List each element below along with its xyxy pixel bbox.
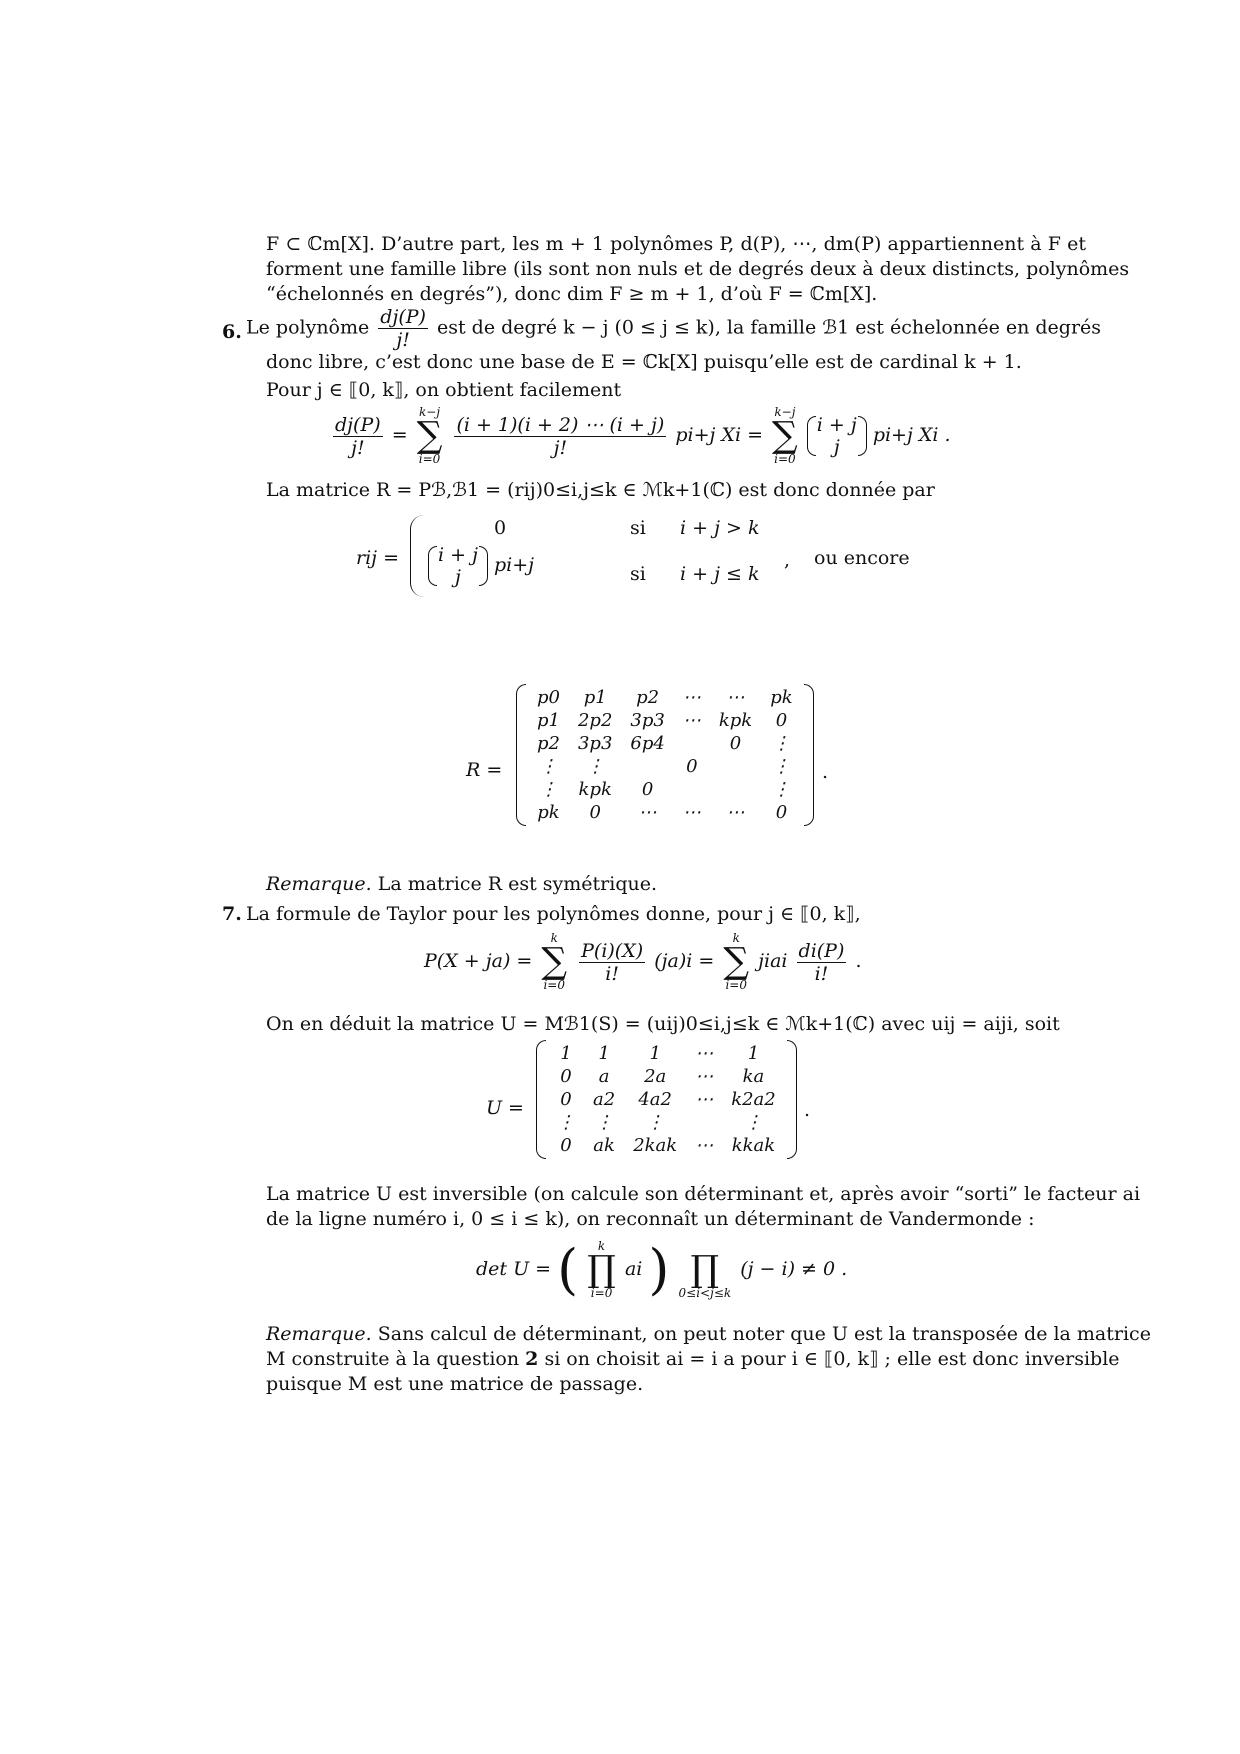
eq1-lhs xyxy=(333,414,383,459)
intro-line-3: “échelonnés en degrés”), donc dim F ≥ m + 1, d’où F = ℂm[X]. xyxy=(266,283,878,305)
q7-taylor-equation xyxy=(424,932,861,992)
matrix-U-cell: 1 xyxy=(747,1043,760,1064)
eq1-lhs-den: j! xyxy=(333,436,383,459)
matrix-R-table xyxy=(528,686,802,824)
matrix-U-row xyxy=(548,1042,785,1065)
det-product-1 xyxy=(587,1240,616,1300)
matrix-R-cell: 0 xyxy=(775,710,788,731)
matrix-R-cell xyxy=(674,778,710,801)
taylor-frac2-den: i! xyxy=(797,962,847,985)
intro-line-2: forment une famille libre (ils sont non nuls et de degrés deux à deux distincts, polynômes xyxy=(266,258,1130,280)
matrix-R-cell: ⋮ xyxy=(586,756,605,777)
matrix-R-cell: p1 xyxy=(583,687,607,708)
matrix-U-label: U = xyxy=(486,1097,524,1119)
matrix-U-cell: ⋯ xyxy=(695,1135,714,1156)
matrix-R-row xyxy=(528,801,802,824)
matrix-R-cell: 0 xyxy=(641,779,654,800)
taylor-sum2-top: k xyxy=(732,931,740,945)
q6-rest: est de degré k − j (0 ≤ j ≤ k), la famille ℬ1 est échelonnée en degrés xyxy=(437,316,1102,339)
matrix-R-cell: 6p4 xyxy=(630,733,665,754)
q6-frac-den: j! xyxy=(378,328,428,351)
taylor-frac1-num: P(i)(X) xyxy=(581,939,644,962)
intro-line-1: F ⊂ ℂm[X]. D’autre part, les m + 1 polynômes P, d(P), ⋯, dm(P) appartiennent à F et xyxy=(266,233,1086,255)
intro-paragraph xyxy=(266,232,1130,307)
matrix-U-cell: a xyxy=(598,1066,610,1087)
matrix-U-row xyxy=(548,1134,785,1157)
matrix-U-cell: kkak xyxy=(731,1135,776,1156)
matrix-R-cell: p1 xyxy=(537,710,560,731)
det-prod1-bot: i=0 xyxy=(590,1286,613,1300)
matrix-U-cell: 0 xyxy=(560,1066,572,1087)
taylor-sum-2 xyxy=(723,932,749,992)
matrix-U-cell: 1 xyxy=(560,1043,572,1064)
matrix-R-cell: ⋯ xyxy=(682,710,701,731)
matrix-R-cell xyxy=(710,755,761,778)
matrix-U-cell: ka xyxy=(742,1066,765,1087)
left-brace-icon xyxy=(410,515,425,597)
case-2-expression xyxy=(428,544,534,588)
question-7-number: 7. xyxy=(222,903,242,925)
case-2-si: si xyxy=(630,563,646,585)
q7-remark-line-1 xyxy=(266,1322,1151,1347)
taylor-end: . xyxy=(855,950,862,972)
case-1-condition: i + j > k xyxy=(680,517,760,539)
matrix-R-cell: ⋯ xyxy=(726,687,745,708)
matrix-R-row xyxy=(528,709,802,732)
sum2-bot: i=0 xyxy=(774,452,796,466)
case-2-value: pi+j xyxy=(494,554,535,576)
matrix-R-cell: ⋯ xyxy=(638,802,657,823)
matrix-R-cell: 0 xyxy=(686,756,698,777)
matrix-U xyxy=(536,1040,797,1159)
matrix-R-cell: ⋮ xyxy=(772,779,791,800)
matrix-R-cell: kpk xyxy=(578,779,612,800)
matrix-R-cell: p0 xyxy=(537,687,560,708)
matrix-R-cell: ⋮ xyxy=(772,733,791,754)
product-icon: ∏ xyxy=(690,1249,720,1290)
case-lhs: rij = xyxy=(356,547,400,569)
case-comma: , xyxy=(784,549,791,571)
det-prod1-term: ai xyxy=(624,1258,643,1280)
product-icon: ∏ xyxy=(587,1249,616,1290)
case-binomial xyxy=(428,544,488,588)
matrix-U-cell: 2kak xyxy=(633,1135,678,1156)
matrix-R-period: . xyxy=(822,761,829,783)
det-prod2-bot: 0≤i<j≤k xyxy=(678,1286,732,1300)
matrix-U-row xyxy=(548,1088,785,1111)
q6-frac-num: dj(P) xyxy=(380,306,426,328)
taylor-sum-1 xyxy=(541,932,567,992)
matrix-R-cell: ⋮ xyxy=(772,756,791,777)
question-6-number: 6. xyxy=(222,321,242,343)
sum1-bot: i=0 xyxy=(418,452,441,466)
matrix-R-cell: pk xyxy=(770,687,793,708)
matrix-U-period: . xyxy=(804,1099,811,1121)
matrix-U-table xyxy=(548,1042,785,1157)
eq1-sum-2 xyxy=(772,406,798,466)
q6-fraction xyxy=(378,306,428,351)
right-paren-icon: ) xyxy=(648,1238,670,1301)
case-binom-bot: j xyxy=(455,566,461,588)
q6-line-2: donc libre, c’est donc une base de E = ℂk[X] puisqu’elle est de cardinal k + 1. xyxy=(266,351,1022,373)
matrix-U-cell: 4a2 xyxy=(638,1089,672,1110)
matrix-U-cell: 0 xyxy=(560,1135,572,1156)
matrix-U-cell: k2a2 xyxy=(731,1089,776,1110)
matrix-R-row xyxy=(528,686,802,709)
taylor-frac-2 xyxy=(797,940,847,985)
eq1-binomial xyxy=(807,414,867,458)
matrix-R-row xyxy=(528,732,802,755)
q7-remark-line-2 xyxy=(266,1347,1120,1372)
matrix-U-cell: ⋮ xyxy=(595,1112,614,1133)
matrix-R-cell: pk xyxy=(537,802,560,823)
taylor-lhs: P(X + ja) = xyxy=(424,950,533,972)
binom-top: i + j xyxy=(816,414,857,436)
q6-remark-text: La matrice R est symétrique. xyxy=(377,873,658,895)
eq1-term-1: pi+j Xi = xyxy=(675,424,763,446)
q7-line-1: La formule de Taylor pour les polynômes donne, pour j ∈ ⟦0, k⟧, xyxy=(246,903,861,925)
q6-intro: Le polynôme xyxy=(246,316,370,339)
matrix-U-cell: a2 xyxy=(593,1089,616,1110)
matrix-R-cell: p2 xyxy=(636,687,660,708)
taylor-mid: (ja)i = xyxy=(654,950,715,972)
matrix-R-cell: p2 xyxy=(537,733,560,754)
sigma-icon: ∑ xyxy=(772,415,798,456)
sigma-icon: ∑ xyxy=(541,941,568,982)
sigma-icon: ∑ xyxy=(416,415,443,456)
eq1-sum-1 xyxy=(417,406,443,466)
binom-bot: j xyxy=(833,436,840,458)
matrix-R-cell: ⋮ xyxy=(539,779,558,800)
q7-remark-line-3: puisque M est une matrice de passage. xyxy=(266,1373,644,1395)
det-prod1-top: k xyxy=(597,1239,606,1253)
eq1-frac-num: (i + 1)(i + 2) ⋯ (i + j) xyxy=(456,413,665,436)
q7-remark-text-2a: M construite à la question xyxy=(266,1348,520,1370)
matrix-R-cell: 3p3 xyxy=(577,733,613,754)
matrix-R-cell: ⋯ xyxy=(682,802,701,823)
matrix-R-cell: kpk xyxy=(718,710,753,731)
matrix-R-cell: 0 xyxy=(729,733,742,754)
taylor-sum1-bot: i=0 xyxy=(543,978,565,992)
q6-remark-label: Remarque. xyxy=(266,873,372,895)
q7-remark-question-ref: 2 xyxy=(525,1348,539,1370)
taylor-frac1-den: i! xyxy=(579,962,645,985)
matrix-U-cell: 1 xyxy=(598,1043,610,1064)
matrix-R-cell: 0 xyxy=(589,802,601,823)
matrix-R-cell: ⋯ xyxy=(726,802,745,823)
eq1-fraction xyxy=(454,414,666,459)
q6-remark xyxy=(266,872,657,897)
eq1-lhs-num: dj(P) xyxy=(335,413,381,436)
matrix-U-cell: 1 xyxy=(649,1043,661,1064)
case-1-si: si xyxy=(630,517,646,539)
matrix-U-cell: 2a xyxy=(644,1066,667,1087)
matrix-R-cell: 0 xyxy=(775,802,788,823)
matrix-U-cell: ⋮ xyxy=(557,1112,575,1133)
matrix-R-cell: ⋯ xyxy=(682,687,701,708)
case-1-value: 0 xyxy=(494,517,507,539)
det-lhs: det U = xyxy=(476,1258,552,1280)
matrix-U-cell: ⋯ xyxy=(695,1089,714,1110)
sum2-top: k−j xyxy=(774,405,796,419)
matrix-R-cell xyxy=(674,732,710,755)
left-paren-icon: ( xyxy=(557,1238,579,1301)
q6-equation xyxy=(330,406,951,466)
taylor-frac2-num: di(P) xyxy=(798,939,845,962)
matrix-R-label: R = xyxy=(466,759,503,781)
q6-line-3: Pour j ∈ ⟦0, k⟧, on obtient facilement xyxy=(266,379,622,401)
q7-paragraph xyxy=(266,1182,1141,1232)
matrix-U-brackets xyxy=(536,1040,797,1159)
q7-det-equation xyxy=(476,1240,847,1300)
matrix-U-cell: 0 xyxy=(560,1089,572,1110)
matrix-R-row xyxy=(528,778,802,801)
sum1-top: k−j xyxy=(419,405,441,419)
q7-line-2: On en déduit la matrice U = Mℬ1(S) = (uij)0≤i,j≤k ∈ ℳk+1(ℂ) avec uij = aiji, soit xyxy=(266,1013,1060,1035)
det-prod2-term: (j − i) ≠ 0 . xyxy=(740,1258,848,1280)
matrix-U-cell: ⋯ xyxy=(695,1043,714,1064)
matrix-R-cell: 3p3 xyxy=(630,710,665,731)
q7-remark-text-1: Sans calcul de déterminant, on peut noter que U est la transposée de la matrice xyxy=(377,1323,1151,1345)
eq1-frac-den: j! xyxy=(454,436,666,459)
q7-line-4: de la ligne numéro i, 0 ≤ i ≤ k), on reconnaît un déterminant de Vandermonde : xyxy=(266,1208,1035,1230)
matrix-U-cell: ⋯ xyxy=(695,1066,714,1087)
q7-remark-text-2c: si on choisit ai = i a pour i ∈ ⟦0, k⟧ ; elle est donc inversible xyxy=(544,1348,1120,1370)
q7-remark xyxy=(266,1322,1151,1397)
matrix-U-row xyxy=(548,1065,785,1088)
det-product-2 xyxy=(679,1240,732,1300)
matrix-U-row xyxy=(548,1111,785,1134)
matrix-R-cell: 2p2 xyxy=(577,710,613,731)
taylor-sum1-top: k xyxy=(550,931,558,945)
matrix-R-cell xyxy=(710,778,761,801)
matrix-U-cell: ⋮ xyxy=(646,1112,665,1133)
q6-line-1 xyxy=(246,306,1101,351)
eq1-term-2: pi+j Xi . xyxy=(872,424,951,446)
matrix-R-row xyxy=(528,755,802,778)
eq1-equals: = xyxy=(391,424,408,446)
matrix-R xyxy=(516,684,814,826)
case-2-condition: i + j ≤ k xyxy=(680,563,760,585)
case-tail: ou encore xyxy=(814,547,910,569)
matrix-R-cell: ⋮ xyxy=(539,756,558,777)
matrix-U-cell xyxy=(686,1111,722,1134)
matrix-U-cell: ak xyxy=(593,1135,615,1156)
matrix-R-brackets xyxy=(516,684,814,826)
q7-remark-label: Remarque. xyxy=(266,1323,372,1345)
taylor-frac-1 xyxy=(579,940,645,985)
matrix-R-cell xyxy=(621,755,673,778)
q7-line-3: La matrice U est inversible (on calcule son déterminant et, après avoir “sorti” le facteur ai xyxy=(266,1183,1141,1205)
q6-line-4: La matrice R = Pℬ,ℬ1 = (rij)0≤i,j≤k ∈ ℳk+1(ℂ) est donc donnée par xyxy=(266,479,935,501)
taylor-mid-2: jiai xyxy=(758,950,788,972)
matrix-U-cell: ⋮ xyxy=(744,1112,763,1133)
case-binom-top: i + j xyxy=(438,544,478,566)
taylor-sum2-bot: i=0 xyxy=(725,978,747,992)
sigma-icon: ∑ xyxy=(723,941,750,982)
